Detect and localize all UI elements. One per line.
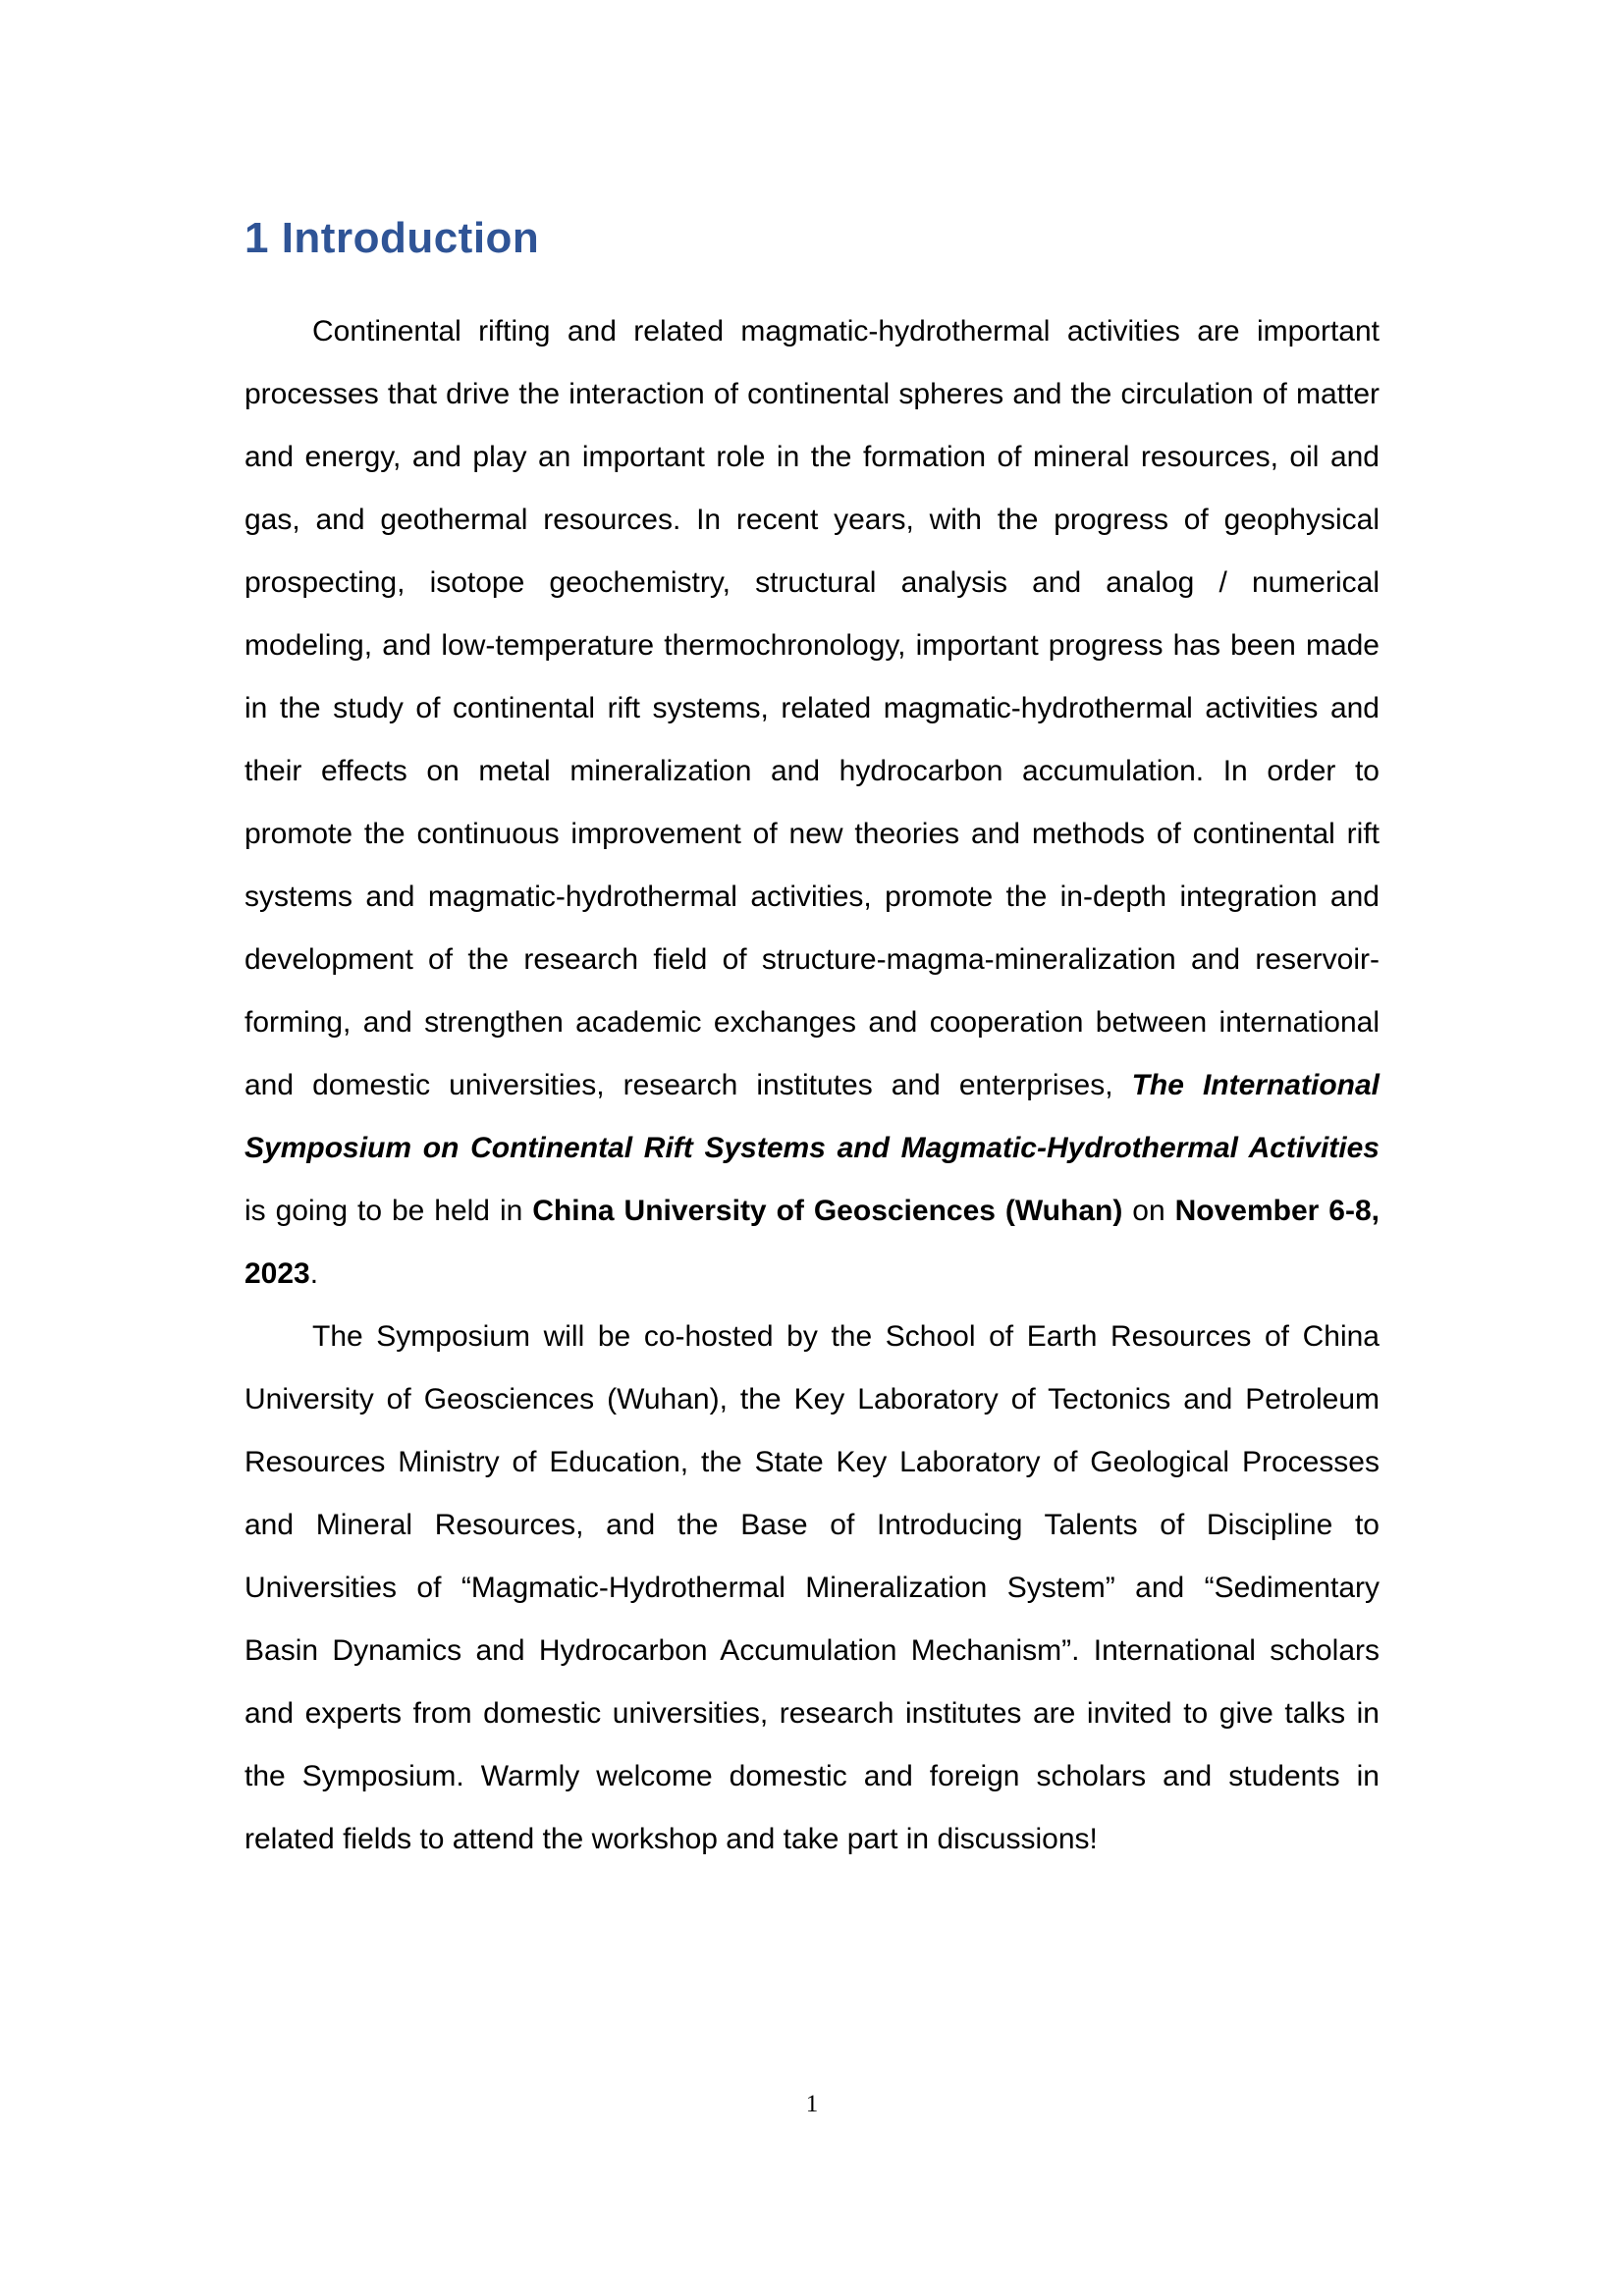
page-number: 1 [805,2091,819,2117]
text-run-normal: . [309,1257,319,1290]
text-run-bold-italic: The International Symposium on Continental Rift Systems and Magmatic-Hydrothermal Activities [244,1069,1380,1164]
paragraphs [244,300,1380,1871]
text-run-normal: on [1122,1195,1175,1227]
text-run-bold: China University of Geosciences (Wuhan) [532,1195,1123,1227]
text-run-bold: November 6-8, 2023 [244,1195,1380,1290]
text-run-normal: Continental rifting and related magmatic-hydrothermal activities are important processes that drive the interaction of continental spheres and the circulation of matter and energy, and play an important role in the formation of mineral resources, oil and gas, and geothermal resources. In recent years, with the progress of geophysical prospecting, isotope geochemistry, structural analysis and analog / numerical modeling, and low-temperature thermochronology, important progress has been made in the study of continental rift systems, related magmatic-hydrothermal activities and their effects on metal mineralization and hydrocarbon accumulation. In order to promote the continuous improvement of new theories and methods of continental rift systems and magmatic-hydrothermal activities, promote the in-depth integration and development of the research field of structure-magma-mineralization and reservoir-forming, and strengthen academic exchanges and cooperation between international and domestic universities, research institutes and enterprises, [244,315,1380,1101]
text-run-normal: is going to be held in [244,1195,533,1227]
document-content [244,210,1380,1871]
section-heading: 1 Introduction [244,214,540,262]
paragraph [244,1306,1380,1871]
text-run-normal: The Symposium will be co-hosted by the School of Earth Resources of China University of Geosciences (Wuhan), the Key Laboratory of Tectonics and Petroleum Resources Ministry of Education, the State Key Laboratory of Geological Processes and Mineral Resources, and the Base of Introducing Talents of Discipline to Universities of “Magmatic-Hydrothermal Mineralization System” and “Sedimentary Basin Dynamics and Hydrocarbon Accumulation Mechanism”. International scholars and experts from domestic universities, research institutes are invited to give talks in the Symposium. Warmly welcome domestic and foreign scholars and students in related fields to attend the workshop and take part in discussions! [244,1320,1380,1855]
paragraph [244,300,1380,1306]
